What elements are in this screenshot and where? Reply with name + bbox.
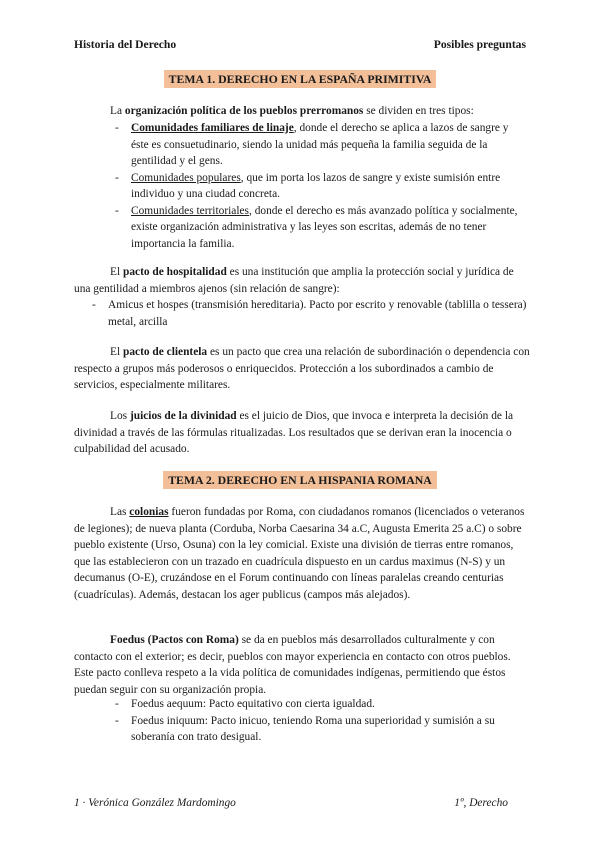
tema1-intro: La organización política de los pueblos prerromanos se dividen en tres tipos:	[110, 105, 474, 117]
intro-bold: organización política de los pueblos prerromanos	[124, 105, 364, 117]
foedus-list	[115, 696, 521, 746]
page-header	[74, 38, 526, 54]
header-subject: Historia del Derecho	[74, 38, 177, 51]
footer-course: 1º, Derecho	[454, 797, 508, 809]
juicios-paragraph: Los juicios de la divinidad es el juicio de Dios, que invoca e interpreta la decisión de la divinidad a través de las fórmulas ritualizadas. Los resultados que se derivan eran la inocencia o culpabilidad del acusado.	[74, 410, 514, 455]
foedus-paragraph: Foedus (Pactos con Roma) se da en pueblos más desarrollados culturalmente y con contacto con el exterior; es decir, pueblos con mayor experiencia en contacto con otros pueblos. Este pacto conlleva respeto a la vida política de comunidades indígenas, permitiendo que éstos puedan seguir con su organización propia.	[74, 634, 511, 696]
list-item: - Comunidades populares, que im porta los lazos de sangre y existe sumisión entre individuo y una ciudad concreta.	[115, 171, 501, 200]
list-item: - Amicus et hospes (transmisión hereditaria). Pacto por escrito y renovable (tablilla o tessera) metal, arcilla	[92, 299, 527, 328]
list-item: - Comunidades territoriales, donde el derecho es más avanzado política y socialmente, existe organización administrativa y las leyes son escritas, además de no tener importancia la familia.	[115, 204, 518, 250]
header-section: Posibles preguntas	[433, 38, 526, 51]
footer-author: 1 · Verónica González Mardomingo	[74, 797, 236, 809]
list-item: - Foedus aequum: Pacto equitativo con cierta igualdad.	[115, 698, 375, 710]
colonias-paragraph: Las colonias fueron fundadas por Roma, con ciudadanos romanos (licenciados o veteranos de legiones); de nueva planta (Corduba, Norba Caesarina 34 a.C, Augusta Emerita 25 a.C) o sobre pueblo existente (Urso, Osuna) con la ley comicial. Existe una división de tierras entre romanos, que las establecieron con un trazado en cuadrícula dispuesto en un cardus maximus (N-S) y un decumanus (O-E), cruzándose en el Forum continuando con líneas paralelas creando centurias (cuadrículas). Además, destacan los ager publicus (campos más alejados).	[74, 506, 525, 601]
list-item: - Foedus iniquum: Pacto inicuo, teniendo Roma una superioridad y sumisión a su soberanía con trato desigual.	[115, 714, 495, 743]
tema1-title: TEMA 1. DERECHO EN LA ESPAÑA PRIMITIVA	[0, 72, 600, 87]
list-item: - Comunidades familiares de linaje, donde el derecho se aplica a lazos de sangre y éste es consuetudinario, siendo la unidad más pequeña la familia seguida de la gentilidad y el gens.	[115, 122, 509, 167]
hospitalidad-paragraph: El pacto de hospitalidad es una institución que amplia la protección social y jurídica de una gentilidad a miembros ajenos (sin relación de sangre):	[74, 266, 514, 295]
tema1-list	[115, 120, 521, 252]
tema2-title: TEMA 2. DERECHO EN LA HISPANIA ROMANA	[0, 473, 600, 488]
hospitalidad-list	[92, 297, 528, 330]
clientela-paragraph: El pacto de clientela es un pacto que crea una relación de subordinación o dependencia con respecto a grupos más poderosos o enriquecidos. Protección a los subordinados a cambio de servicios, especialmente militares.	[74, 346, 530, 391]
